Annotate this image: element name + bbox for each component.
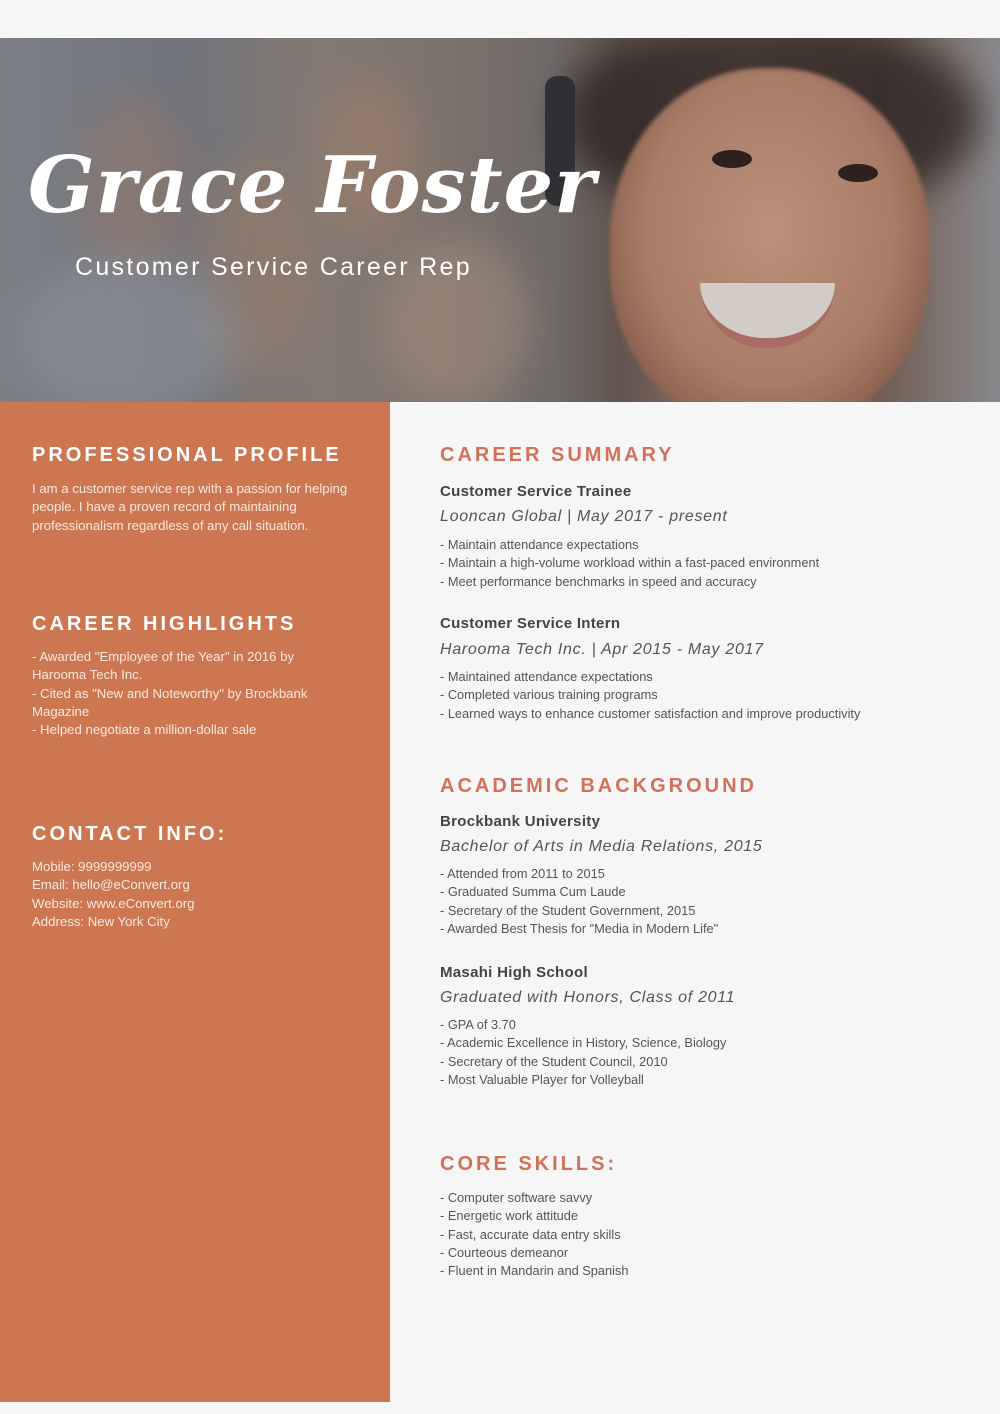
core-skills-heading: CORE SKILLS: xyxy=(440,1153,618,1175)
contact-mobile: Mobile: 9999999999 xyxy=(32,859,152,874)
contact-website[interactable]: Website: www.eConvert.org xyxy=(32,895,195,911)
skill-item: - Fast, accurate data entry skills xyxy=(440,1226,621,1242)
job-duty: - Meet performance benchmarks in speed and accuracy xyxy=(440,573,757,589)
candidate-name: Grace Foster xyxy=(28,140,597,231)
highlight-line: - Cited as "New and Noteworthy" by Brockbank xyxy=(32,685,308,701)
highlight-line: Magazine xyxy=(32,703,90,719)
school-achievements-list xyxy=(440,865,718,938)
job-duties-list xyxy=(440,536,819,591)
skill-item: - Courteous demeanor xyxy=(440,1244,569,1260)
profile-line: people. I have a proven record of maintaining xyxy=(32,499,297,515)
professional-profile-text xyxy=(32,480,372,535)
school-achievements-list xyxy=(440,1016,726,1089)
contact-email[interactable]: Email: hello@eConvert.org xyxy=(32,877,190,893)
school-achievement: - Academic Excellence in History, Science, Biology xyxy=(440,1035,727,1051)
school-degree: Bachelor of Arts in Media Relations, 2015 xyxy=(440,838,763,855)
job-company-dates: Harooma Tech Inc. | Apr 2015 - May 2017 xyxy=(440,641,764,658)
candidate-role: Customer Service Career Rep xyxy=(75,253,472,281)
job-duty: - Maintain attendance expectations xyxy=(440,537,639,552)
career-summary-heading: CAREER SUMMARY xyxy=(440,444,675,466)
job-title: Customer Service Intern xyxy=(440,615,621,632)
job-duty: - Learned ways to enhance customer satisfaction and improve productivity xyxy=(440,705,861,721)
school-achievement: - Attended from 2011 to 2015 xyxy=(440,866,605,881)
skill-item: - Computer software savvy xyxy=(440,1190,593,1205)
profile-line: I am a customer service rep with a passion for helping xyxy=(32,481,348,496)
professional-profile-heading: PROFESSIONAL PROFILE xyxy=(32,444,342,466)
academic-background-heading: ACADEMIC BACKGROUND xyxy=(440,775,757,797)
job-title: Customer Service Trainee xyxy=(440,483,632,500)
school-degree: Graduated with Honors, Class of 2011 xyxy=(440,989,736,1006)
school-achievement: - Secretary of the Student Government, 2015 xyxy=(440,902,696,918)
job-duty: - Maintain a high-volume workload within a fast-paced environment xyxy=(440,555,820,571)
contact-info-heading: CONTACT INFO: xyxy=(32,823,228,845)
career-highlights-list xyxy=(32,648,372,739)
career-highlights-heading: CAREER HIGHLIGHTS xyxy=(32,613,297,635)
job-company-dates: Looncan Global | May 2017 - present xyxy=(440,508,728,525)
school-achievement: - GPA of 3.70 xyxy=(440,1017,516,1032)
school-achievement: - Graduated Summa Cum Laude xyxy=(440,884,626,900)
school-name: Masahi High School xyxy=(440,964,588,981)
school-achievement: - Awarded Best Thesis for "Media in Modern Life" xyxy=(440,920,719,936)
highlight-line: - Awarded "Employee of the Year" in 2016 by xyxy=(32,649,295,664)
highlight-line: Harooma Tech Inc. xyxy=(32,667,143,683)
contact-address: Address: New York City xyxy=(32,913,170,929)
job-duty: - Completed various training programs xyxy=(440,687,658,703)
job-duties-list xyxy=(440,668,860,723)
core-skills-list xyxy=(440,1189,629,1280)
school-achievement: - Most Valuable Player for Volleyball xyxy=(440,1071,644,1087)
highlight-line: - Helped negotiate a million-dollar sale xyxy=(32,722,257,738)
profile-line: professionalism regardless of any call situation. xyxy=(32,517,309,533)
contact-info-list xyxy=(32,858,372,931)
skill-item: - Fluent in Mandarin and Spanish xyxy=(440,1263,629,1279)
job-duty: - Maintained attendance expectations xyxy=(440,669,653,684)
school-achievement: - Secretary of the Student Council, 2010 xyxy=(440,1053,668,1069)
skill-item: - Energetic work attitude xyxy=(440,1208,578,1224)
school-name: Brockbank University xyxy=(440,813,601,830)
